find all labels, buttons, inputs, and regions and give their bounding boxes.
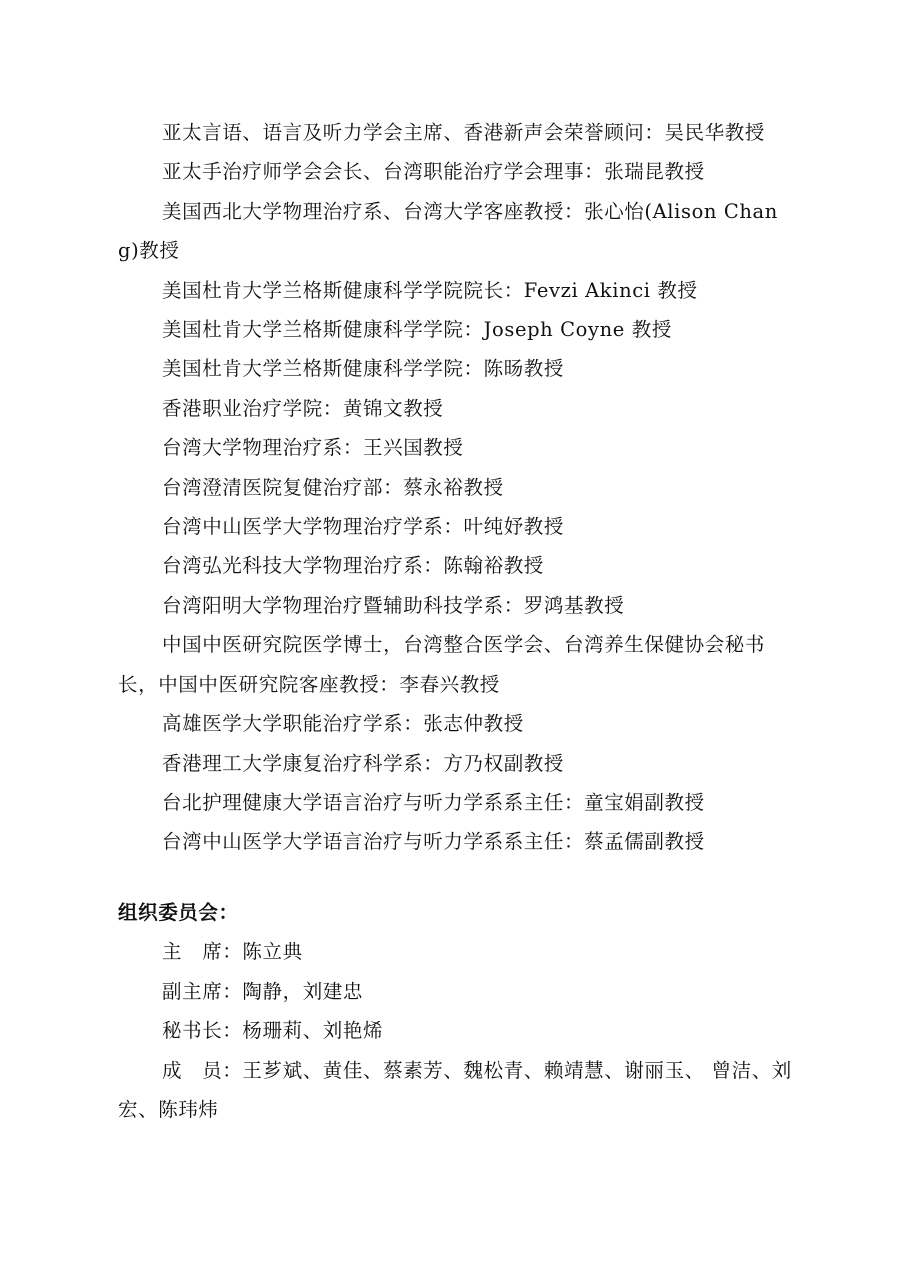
- advisor-entry: 美国杜肯大学兰格斯健康科学学院：陈旸教授: [162, 357, 565, 381]
- advisor-entry: 台北护理健康大学语言治疗与听力学系系主任：童宝娟副教授: [162, 790, 705, 814]
- advisor-entry: 台湾弘光科技大学物理治疗系：陈翰裕教授: [162, 554, 544, 578]
- committee-secretary-general: 秘书长：杨珊莉、刘艳烯: [162, 1019, 384, 1043]
- advisor-entry: 中国中医研究院医学博士，台湾整合医学会、台湾养生保健协会秘书长，中国中医研究院客座教授：李春兴教授: [118, 633, 766, 696]
- committee-heading: 组织委员会：: [118, 901, 239, 924]
- advisor-entry: 台湾澄清医院复健治疗部：蔡永裕教授: [162, 475, 504, 499]
- committee-vice-chair: 副主席：陶静，刘建忠: [162, 979, 364, 1003]
- advisor-entry: 高雄医学大学职能治疗学系：张志仲教授: [162, 712, 524, 736]
- advisor-entry: 香港理工大学康复治疗科学系：方乃权副教授: [162, 751, 565, 775]
- advisor-entry: 美国杜肯大学兰格斯健康科学学院：Joseph Coyne 教授: [162, 318, 672, 342]
- advisor-entry: 台湾中山医学大学物理治疗学系：叶纯妤教授: [162, 515, 565, 539]
- advisor-entry: 亚太言语、语言及听力学会主席、香港新声会荣誉顾问：吴民华教授: [162, 121, 766, 144]
- advisor-entry: 台湾中山医学大学语言治疗与听力学系系主任：蔡孟儒副教授: [162, 830, 705, 854]
- advisor-entry: 台湾大学物理治疗系：王兴国教授: [162, 436, 464, 460]
- advisor-entry: 美国西北大学物理治疗系、台湾大学客座教授：张心怡(Alison Chang)教授: [118, 199, 778, 263]
- advisor-entry: 美国杜肯大学兰格斯健康科学学院院长：Fevzi Akinci 教授: [162, 278, 698, 302]
- advisor-entry: 香港职业治疗学院：黄锦文教授: [162, 396, 444, 420]
- advisor-list: [118, 113, 798, 862]
- committee-members: 成 员：王芗斌、黄佳、蔡素芳、魏松青、赖靖慧、谢丽玉、 曾洁、刘宏、陈玮炜: [118, 1058, 792, 1122]
- advisor-entry: 亚太手治疗师学会会长、台湾职能治疗学会理事：张瑞昆教授: [162, 160, 705, 184]
- organizing-committee: [118, 893, 798, 1129]
- advisor-entry: 台湾阳明大学物理治疗暨辅助科技学系：罗鸿基教授: [162, 593, 625, 617]
- committee-chair: 主 席：陈立典: [162, 940, 303, 964]
